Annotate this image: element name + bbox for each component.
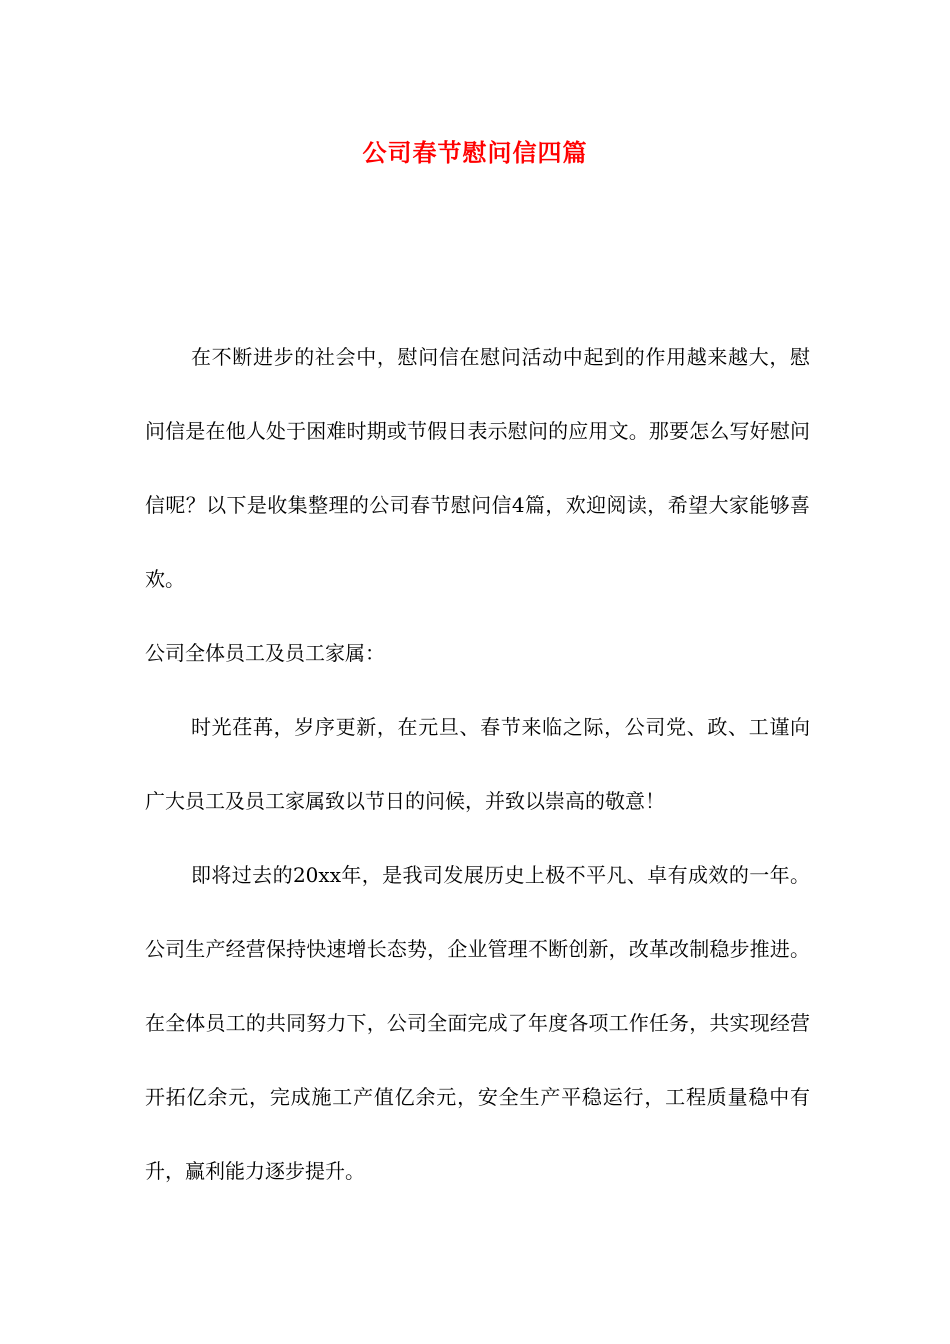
paragraph-intro: 在不断进步的社会中，慰问信在慰问活动中起到的作用越来越大，慰问信是在他人处于困难时期或节假日表示慰问的应用文。那要怎么写好慰问信呢？以下是收集整理的公司春节慰问信4篇，欢迎阅读，希望大家能够喜欢。 [145,345,810,591]
paragraph-salutation: 公司全体员工及员工家属： [145,641,385,665]
paragraph-review: 即将过去的20xx年，是我司发展历史上极不平凡、卓有成效的一年。公司生产经营保持快速增长态势，企业管理不断创新，改革改制稳步推进。在全体员工的共同努力下，公司全面完成了年度各项工作任务，共实现经营开拓亿余元，完成施工产值亿余元，安全生产平稳运行，工程质量稳中有升，赢利能力逐步提升。 [145,863,810,1183]
document-title: 公司春节慰问信四篇 [362,138,588,167]
document-body [145,320,810,1208]
paragraph-greeting: 时光荏苒，岁序更新，在元旦、春节来临之际，公司党、政、工谨向广大员工及员工家属致以节日的问候，并致以崇高的敬意！ [145,715,810,813]
